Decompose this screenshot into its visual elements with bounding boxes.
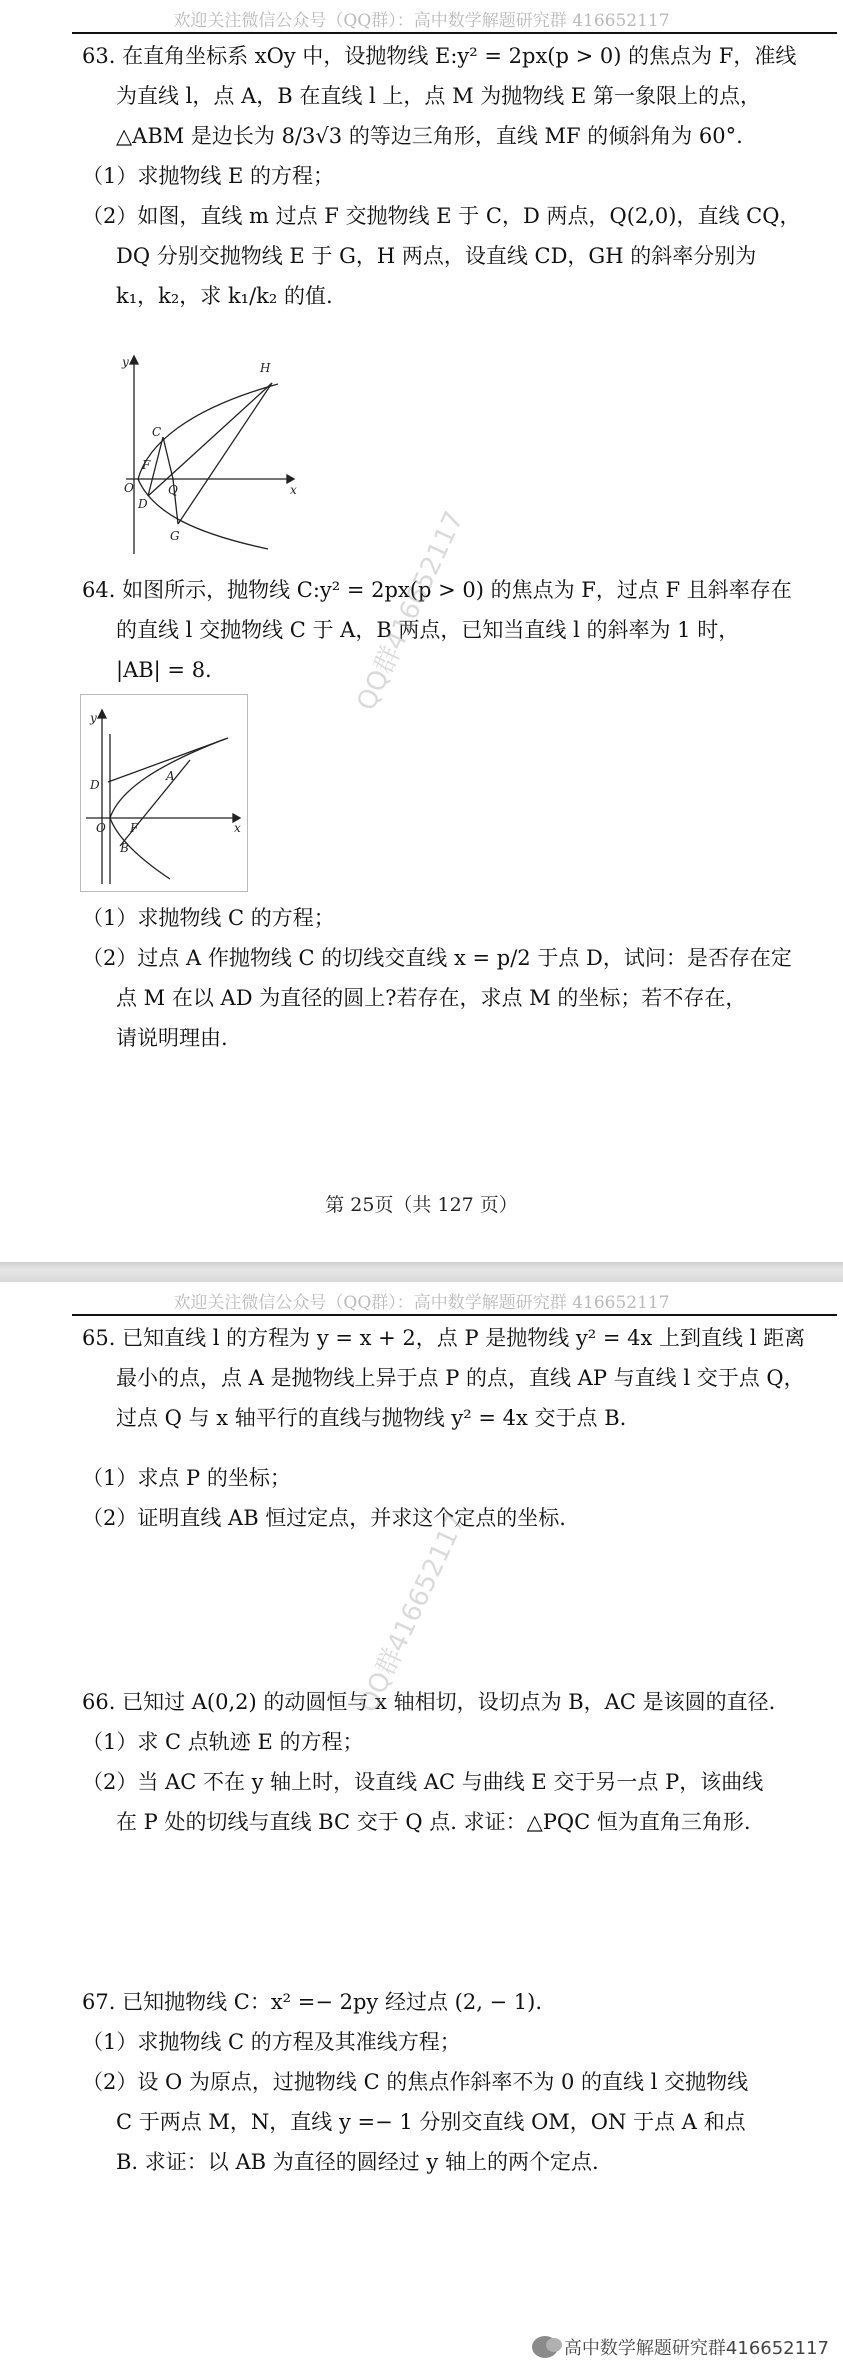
page-header: 欢迎关注微信公众号（QQ群）：高中数学解题研究群 416652117 xyxy=(173,11,670,31)
q67-sub-2-line-2: C 于两点 M，N，直线 y =− 1 分别交直线 OM，ON 于点 A 和点 xyxy=(116,2110,746,2134)
q63-figure xyxy=(108,344,308,560)
parabola-lower xyxy=(138,479,268,549)
wechat-icon xyxy=(532,2336,558,2358)
fig63-label-y: y xyxy=(122,355,129,369)
fig63-label-h: H xyxy=(260,361,271,375)
q63-sub-2-line-3: k₁，k₂，求 k₁/k₂ 的值. xyxy=(116,284,333,308)
question-64 xyxy=(82,570,812,690)
fig63-label-g: G xyxy=(170,529,180,543)
q66-sub-2-line-2: 在 P 处的切线与直线 BC 交于 Q 点. 求证：△PQC 恒为直角三角形. xyxy=(116,1810,751,1834)
fig64-label-f: F xyxy=(130,821,139,835)
q64-sub-2-line-2: 点 M 在以 AD 为直径的圆上?若存在，求点 M 的坐标；若不存在， xyxy=(116,986,747,1010)
question-66 xyxy=(82,1682,812,1842)
x-axis-arrow xyxy=(287,475,294,483)
fig64-label-a: A xyxy=(166,769,175,783)
brand-tag xyxy=(532,2334,829,2360)
q66-sub-2-line-1: （2）当 AC 不在 y 轴上时，设直线 AC 与曲线 E 交于另一点 P，该曲线 xyxy=(82,1770,764,1794)
q67-line-1: 67. 已知抛物线 C：x² =− 2py 经过点 (2, − 1). xyxy=(82,1990,543,2014)
fig64-label-x: x xyxy=(234,821,241,835)
page-header: 欢迎关注微信公众号（QQ群）：高中数学解题研究群 416652117 xyxy=(173,1293,670,1313)
page-separator xyxy=(0,1262,843,1282)
q65-sub-1: （1）求点 P 的坐标； xyxy=(82,1466,291,1490)
fig63-label-c: C xyxy=(152,425,162,439)
q64-line-1: 64. 如图所示，抛物线 C:y² = 2px(p > 0) 的焦点为 F，过点 F 且斜率存在 xyxy=(82,578,792,602)
header-rule xyxy=(72,32,837,34)
y-axis-arrow xyxy=(130,356,138,364)
q64-sub-2-line-1: （2）过点 A 作抛物线 C 的切线交直线 x = p/2 于点 D，试问：是否存在定 xyxy=(82,946,792,970)
q63-sub-1: （1）求抛物线 E 的方程； xyxy=(82,164,335,188)
watermark: QQ群416652117 xyxy=(351,506,470,716)
fig64-label-b: B xyxy=(120,841,129,855)
q63-line-2: 为直线 l，点 A，B 在直线 l 上，点 M 为抛物线 E 第一象限上的点， xyxy=(116,84,761,108)
q67-sub-1: （1）求抛物线 C 的方程及其准线方程； xyxy=(82,2030,461,2054)
q64-sub-1: （1）求抛物线 C 的方程； xyxy=(82,906,335,930)
q63-sub-2-line-1: （2）如图，直线 m 过点 F 交抛物线 E 于 C，D 两点，Q(2,0)，直线 CQ， xyxy=(82,204,801,228)
fig64-label-o: O xyxy=(96,821,106,835)
q64-figure xyxy=(80,694,248,892)
q65-sub-2: （2）证明直线 AB 恒过定点，并求这个定点的坐标. xyxy=(82,1506,566,1530)
q63-sub-2-line-2: DQ 分别交抛物线 E 于 G，H 两点，设直线 CD，GH 的斜率分别为 xyxy=(116,244,757,268)
brand-text: 高中数学解题研究群416652117 xyxy=(563,2338,829,2359)
q67-sub-2-line-1: （2）设 O 为原点，过抛物线 C 的焦点作斜率不为 0 的直线 l 交抛物线 xyxy=(82,2070,749,2094)
parabola-lower xyxy=(110,818,170,879)
fig63-label-x: x xyxy=(290,483,297,497)
line-cq xyxy=(163,437,173,479)
q67-sub-2-line-3: B. 求证：以 AB 为直径的圆经过 y 轴上的两个定点. xyxy=(116,2150,599,2174)
fig63-label-o: O xyxy=(124,481,134,495)
question-65 xyxy=(82,1318,812,1538)
fig63-label-q: Q xyxy=(168,483,178,497)
q64-line-2: 的直线 l 交抛物线 C 于 A，B 两点，已知当直线 l 的斜率为 1 时， xyxy=(116,618,740,642)
document-page-2 xyxy=(0,1282,843,2378)
page-footer: 第 25页（共 127 页） xyxy=(325,1194,518,1216)
question-67 xyxy=(82,1982,812,2182)
q66-sub-1: （1）求 C 点轨迹 E 的方程； xyxy=(82,1730,364,1754)
line-gh xyxy=(178,383,272,524)
question-64-subparts xyxy=(82,898,812,1058)
q66-line-1: 66. 已知过 A(0,2) 的动圆恒与 x 轴相切，设切点为 B，AC 是该圆的直径. xyxy=(82,1690,776,1714)
q64-sub-2-line-3: 请说明理由. xyxy=(116,1026,228,1050)
question-63 xyxy=(82,36,812,316)
figure-frame xyxy=(81,695,248,892)
fig64-label-d: D xyxy=(90,778,100,792)
fig63-label-d: D xyxy=(138,497,148,511)
fig63-label-f: F xyxy=(142,458,151,472)
q65-line-1: 65. 已知直线 l 的方程为 y = x + 2，点 P 是抛物线 y² = 4x 上到直线 l 距离 xyxy=(82,1326,806,1350)
q64-line-3: |AB| = 8. xyxy=(116,658,212,682)
y-axis-arrow xyxy=(98,710,106,718)
header-rule xyxy=(72,1314,837,1316)
watermark: QQ群416652117 xyxy=(353,1508,472,1718)
q65-line-3: 过点 Q 与 x 轴平行的直线与抛物线 y² = 4x 交于点 B. xyxy=(116,1406,627,1430)
fig64-label-y: y xyxy=(90,711,97,725)
q65-line-2: 最小的点，点 A 是抛物线上异于点 P 的点，直线 AP 与直线 l 交于点 Q， xyxy=(116,1366,805,1390)
q63-line-1: 63. 在直角坐标系 xOy 中，设抛物线 E:y² = 2px(p > 0) 的焦点为 F，准线 xyxy=(82,44,797,68)
q63-line-3: △ABM 是边长为 8/3√3 的等边三角形，直线 MF 的倾斜角为 60°. xyxy=(116,124,743,148)
